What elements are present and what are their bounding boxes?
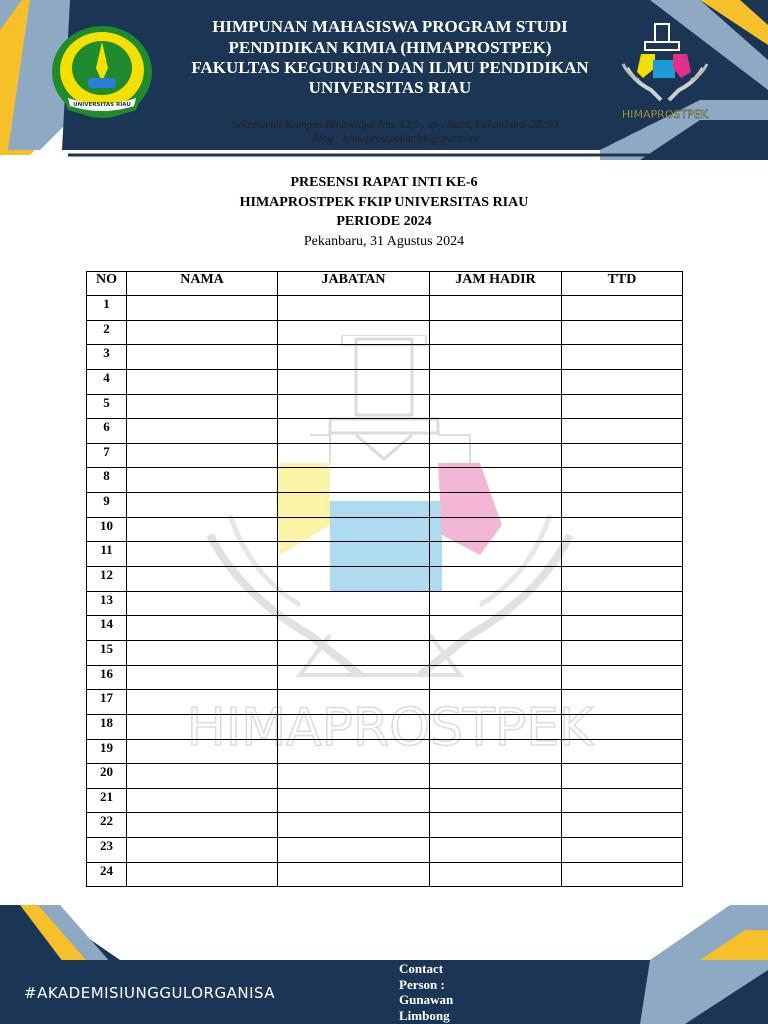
jam-hadir-cell[interactable] [430, 813, 562, 838]
jabatan-cell[interactable] [278, 493, 430, 518]
table-row [87, 345, 683, 370]
ttd-cell[interactable] [562, 739, 683, 764]
table-row [87, 862, 683, 887]
jabatan-cell[interactable] [278, 764, 430, 789]
nama-cell[interactable] [127, 320, 278, 345]
contact-person [399, 961, 469, 1023]
ttd-cell[interactable] [562, 813, 683, 838]
nama-cell[interactable] [127, 591, 278, 616]
nama-cell[interactable] [127, 690, 278, 715]
ttd-cell[interactable] [562, 665, 683, 690]
ttd-cell[interactable] [562, 764, 683, 789]
jabatan-cell[interactable] [278, 862, 430, 887]
jam-hadir-cell[interactable] [430, 567, 562, 592]
column-header-nama: NAMA [127, 272, 278, 296]
row-number-cell: 13 [87, 591, 127, 616]
table-row [87, 764, 683, 789]
ttd-cell[interactable] [562, 690, 683, 715]
attendance-table [86, 271, 683, 887]
contact-line-4: Limbong [399, 1007, 450, 1023]
nama-cell[interactable] [127, 517, 278, 542]
jabatan-cell[interactable] [278, 345, 430, 370]
ttd-cell[interactable] [562, 369, 683, 394]
left-logo-text: UNIVERSITAS RIAU [73, 102, 131, 108]
row-number-cell: 5 [87, 394, 127, 419]
ttd-cell[interactable] [562, 517, 683, 542]
row-number-cell: 8 [87, 468, 127, 493]
row-number-cell: 12 [87, 567, 127, 592]
nama-cell[interactable] [127, 468, 278, 493]
table-row [87, 369, 683, 394]
jam-hadir-cell[interactable] [430, 640, 562, 665]
row-number-cell: 19 [87, 739, 127, 764]
jam-hadir-cell[interactable] [430, 862, 562, 887]
row-number-cell: 24 [87, 862, 127, 887]
jam-hadir-cell[interactable] [430, 739, 562, 764]
ttd-cell[interactable] [562, 616, 683, 641]
jam-hadir-cell[interactable] [430, 690, 562, 715]
row-number-cell: 9 [87, 493, 127, 518]
nama-cell[interactable] [127, 788, 278, 813]
table-row [87, 296, 683, 321]
nama-cell[interactable] [127, 665, 278, 690]
row-number-cell: 7 [87, 443, 127, 468]
table-row [87, 567, 683, 592]
nama-cell[interactable] [127, 764, 278, 789]
jabatan-cell[interactable] [278, 320, 430, 345]
nama-cell[interactable] [127, 369, 278, 394]
place-date: Pekanbaru, 31 Agustus 2024 [303, 234, 465, 249]
ttd-cell[interactable] [562, 714, 683, 739]
row-number-cell: 14 [87, 616, 127, 641]
column-header-no: NO [87, 272, 127, 296]
document-title-line-3: PERIODE 2024 [336, 214, 432, 229]
table-row [87, 468, 683, 493]
jabatan-cell[interactable] [278, 394, 430, 419]
jabatan-cell[interactable] [278, 640, 430, 665]
table-row [87, 714, 683, 739]
blog-address: Blog : himaprostpekur.blogspot.com [311, 133, 479, 145]
table-row [87, 813, 683, 838]
table-row [87, 320, 683, 345]
document-title-line-1: PRESENSI RAPAT INTI KE-6 [290, 175, 478, 190]
jabatan-cell[interactable] [278, 690, 430, 715]
jam-hadir-cell[interactable] [430, 764, 562, 789]
jam-hadir-cell[interactable] [430, 838, 562, 863]
row-number-cell: 4 [87, 369, 127, 394]
row-number-cell: 22 [87, 813, 127, 838]
table-row [87, 838, 683, 863]
jam-hadir-cell[interactable] [430, 296, 562, 321]
ttd-cell[interactable] [562, 838, 683, 863]
jabatan-cell[interactable] [278, 296, 430, 321]
secretariat-address: Sekretariat Kampus Binawidya Km. 12,5 . sp . Baru, Pekanbaru-28293 [231, 119, 559, 131]
jam-hadir-cell[interactable] [430, 616, 562, 641]
jabatan-cell[interactable] [278, 838, 430, 863]
table-header-row [87, 272, 683, 296]
jam-hadir-cell[interactable] [430, 665, 562, 690]
ttd-cell[interactable] [562, 394, 683, 419]
table-row [87, 394, 683, 419]
jabatan-cell[interactable] [278, 419, 430, 444]
footer-hashtag: #AKADEMISIUNGGULORGANISA [24, 984, 276, 1002]
jam-hadir-cell[interactable] [430, 468, 562, 493]
row-number-cell: 20 [87, 764, 127, 789]
jam-hadir-cell[interactable] [430, 443, 562, 468]
row-number-cell: 17 [87, 690, 127, 715]
jam-hadir-cell[interactable] [430, 714, 562, 739]
table-row [87, 788, 683, 813]
row-number-cell: 16 [87, 665, 127, 690]
jam-hadir-cell[interactable] [430, 788, 562, 813]
org-name-line-4: UNIVERSITAS RIAU [308, 78, 472, 97]
nama-cell[interactable] [127, 838, 278, 863]
row-number-cell: 15 [87, 640, 127, 665]
column-header-jam-hadir: JAM HADIR [430, 272, 562, 296]
jabatan-cell[interactable] [278, 665, 430, 690]
jabatan-cell[interactable] [278, 369, 430, 394]
ttd-cell[interactable] [562, 640, 683, 665]
nama-cell[interactable] [127, 345, 278, 370]
row-number-cell: 3 [87, 345, 127, 370]
row-number-cell: 21 [87, 788, 127, 813]
ttd-cell[interactable] [562, 468, 683, 493]
nama-cell[interactable] [127, 443, 278, 468]
jam-hadir-cell[interactable] [430, 345, 562, 370]
ttd-cell[interactable] [562, 591, 683, 616]
jam-hadir-cell[interactable] [430, 591, 562, 616]
org-name-line-2: PENDIDIKAN KIMIA (HIMAPROSTPEK) [228, 38, 552, 57]
contact-line-2: Person : [399, 976, 445, 992]
ttd-cell[interactable] [562, 443, 683, 468]
contact-line-1: Contact [399, 961, 444, 976]
jam-hadir-cell[interactable] [430, 542, 562, 567]
row-number-cell: 11 [87, 542, 127, 567]
table-row [87, 739, 683, 764]
table-row [87, 640, 683, 665]
table-row [87, 542, 683, 567]
nama-cell[interactable] [127, 394, 278, 419]
row-number-cell: 23 [87, 838, 127, 863]
column-header-jabatan: JABATAN [278, 272, 430, 296]
table-row [87, 517, 683, 542]
jabatan-cell[interactable] [278, 739, 430, 764]
jam-hadir-cell[interactable] [430, 517, 562, 542]
nama-cell[interactable] [127, 739, 278, 764]
document-title-line-2: HIMAPROSTPEK FKIP UNIVERSITAS RIAU [239, 195, 529, 210]
jabatan-cell[interactable] [278, 813, 430, 838]
jabatan-cell[interactable] [278, 542, 430, 567]
row-number-cell: 10 [87, 517, 127, 542]
nama-cell[interactable] [127, 616, 278, 641]
column-header-ttd: TTD [562, 272, 683, 296]
row-number-cell: 18 [87, 714, 127, 739]
nama-cell[interactable] [127, 813, 278, 838]
org-name-line-1: HIMPUNAN MAHASISWA PROGRAM STUDI [212, 17, 568, 36]
ttd-cell[interactable] [562, 493, 683, 518]
contact-line-3: Gunawan [399, 992, 454, 1007]
table-row [87, 665, 683, 690]
nama-cell[interactable] [127, 714, 278, 739]
jabatan-cell[interactable] [278, 714, 430, 739]
ttd-cell[interactable] [562, 567, 683, 592]
jabatan-cell[interactable] [278, 517, 430, 542]
jabatan-cell[interactable] [278, 468, 430, 493]
nama-cell[interactable] [127, 419, 278, 444]
jam-hadir-cell[interactable] [430, 369, 562, 394]
jabatan-cell[interactable] [278, 567, 430, 592]
row-number-cell: 6 [87, 419, 127, 444]
nama-cell[interactable] [127, 862, 278, 887]
table-row [87, 690, 683, 715]
jabatan-cell[interactable] [278, 788, 430, 813]
jabatan-cell[interactable] [278, 443, 430, 468]
table-row [87, 493, 683, 518]
ttd-cell[interactable] [562, 862, 683, 887]
table-row [87, 616, 683, 641]
nama-cell[interactable] [127, 567, 278, 592]
row-number-cell: 2 [87, 320, 127, 345]
org-name-line-3: FAKULTAS KEGURUAN DAN ILMU PENDIDIKAN [191, 58, 589, 77]
jam-hadir-cell[interactable] [430, 394, 562, 419]
nama-cell[interactable] [127, 640, 278, 665]
ttd-cell[interactable] [562, 320, 683, 345]
ttd-cell[interactable] [562, 788, 683, 813]
footer-background [0, 900, 768, 1024]
jabatan-cell[interactable] [278, 616, 430, 641]
ttd-cell[interactable] [562, 419, 683, 444]
table-row [87, 419, 683, 444]
nama-cell[interactable] [127, 542, 278, 567]
table-row [87, 443, 683, 468]
watermark-text: HIMAPROSTPEK [186, 698, 594, 758]
jam-hadir-cell[interactable] [430, 493, 562, 518]
table-row [87, 591, 683, 616]
ttd-cell[interactable] [562, 345, 683, 370]
himaprostpek-logo [615, 20, 717, 124]
jabatan-cell[interactable] [278, 591, 430, 616]
jam-hadir-cell[interactable] [430, 419, 562, 444]
right-logo-text: HIMAPROSTPEK [622, 108, 708, 121]
jam-hadir-cell[interactable] [430, 320, 562, 345]
row-number-cell: 1 [87, 296, 127, 321]
ttd-cell[interactable] [562, 296, 683, 321]
nama-cell[interactable] [127, 493, 278, 518]
universitas-riau-logo [50, 22, 154, 120]
nama-cell[interactable] [127, 296, 278, 321]
ttd-cell[interactable] [562, 542, 683, 567]
